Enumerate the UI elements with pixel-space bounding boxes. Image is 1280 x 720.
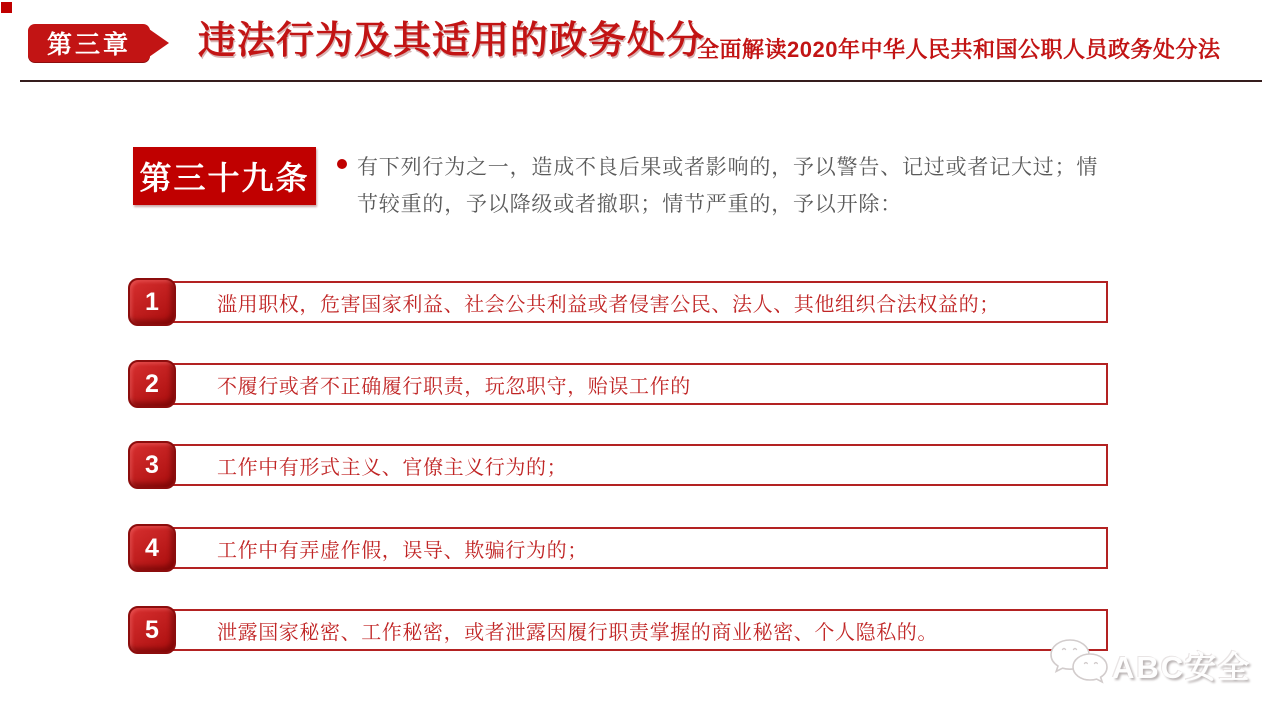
wechat-icon [1046,636,1112,692]
separator-line [20,80,1262,82]
violation-item [0,278,1280,326]
page-subtitle: 全面解读2020年中华人民共和国公职人员政务处分法 [697,37,1221,62]
violation-item-number: 4 [128,524,176,572]
violation-item-number: 2 [128,360,176,408]
violation-item-number: 5 [128,606,176,654]
watermark-label: ABC安全 [1112,649,1252,685]
violation-item-text: 工作中有弄虚作假，误导、欺骗行为的； [217,539,588,562]
violation-item [0,360,1280,408]
violation-item-box [151,281,1108,323]
chapter-badge-label: 第三章 [46,31,131,59]
bullet-dot-icon [337,159,347,169]
violation-item-number: 1 [128,278,176,326]
article-number-box: 第三十九条 [133,147,316,205]
violation-item-text: 工作中有形式主义、官僚主义行为的； [217,456,568,479]
violation-item-box [151,527,1108,569]
watermark [1046,636,1251,692]
arrow-right-icon [149,29,169,57]
violation-item-number: 3 [128,441,176,489]
corner-accent [1,2,12,13]
chapter-badge [28,24,150,62]
violation-item-box [151,444,1108,486]
article-intro: 有下列行为之一，造成不良后果或者影响的，予以警告、记过或者记大过；情节较重的，予以降级或者撤职；情节严重的，予以开除： [357,156,1099,216]
page-title: 违法行为及其适用的政务处分 [198,20,706,62]
violation-item [0,441,1280,489]
violation-item [0,524,1280,572]
violation-item-box [151,363,1108,405]
violation-item-text: 不履行或者不正确履行职责，玩忽职守，贻误工作的 [217,375,691,398]
violation-item-text: 泄露国家秘密、工作秘密，或者泄露因履行职责掌握的商业秘密、个人隐私的。 [217,621,938,644]
violation-item-box [151,609,1108,651]
violation-item-text: 滥用职权，危害国家利益、社会公共利益或者侵害公民、法人、其他组织合法权益的； [217,293,1000,316]
